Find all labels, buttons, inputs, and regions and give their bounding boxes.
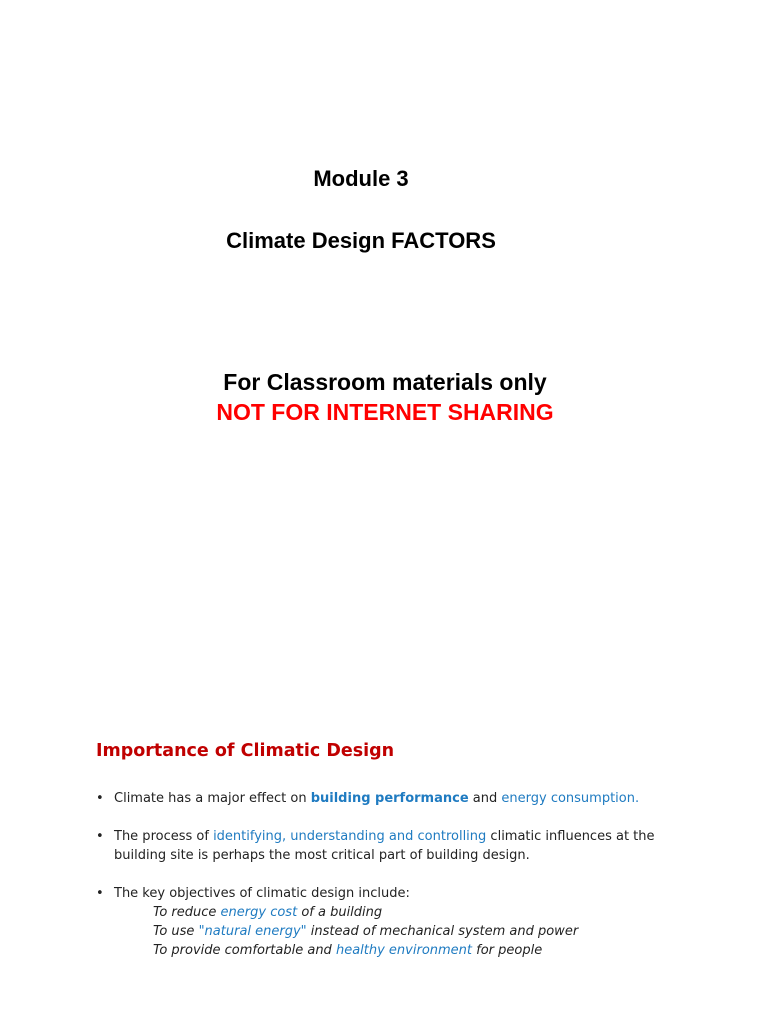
section-heading: Importance of Climatic Design [96,741,395,761]
highlight-energy-consumption: energy consumption. [501,791,640,806]
bullet-item [96,789,696,808]
bullet-text: Climate has a major effect on [114,791,311,806]
bullet-list [96,789,696,979]
module-title: Module 3 [313,166,409,191]
bullet-text: and [468,791,502,806]
topic-title: Climate Design FACTORS [226,228,496,253]
bullet-text: The key objectives of climatic design include: [114,886,410,901]
highlight-process: identifying, understanding and controlling [213,829,487,844]
bullet-text: climatic influences at the building site is perhaps the most critical part of building design. [114,829,655,863]
highlight-building-performance: building performance [310,791,469,806]
bullet-dot: • [96,829,104,844]
bullet-item [96,884,696,960]
objective-line: To use "natural energy" instead of mechanical system and power [153,924,579,939]
sharing-warning: NOT FOR INTERNET SHARING [216,399,554,425]
bullet-dot: • [96,791,104,806]
classroom-notice: For Classroom materials only [223,369,547,395]
objective-line: To provide comfortable and healthy environment for people [153,943,543,958]
bullet-item [96,827,696,865]
objective-line: To reduce energy cost of a building [153,905,383,920]
bullet-dot: • [96,886,104,901]
bullet-text: The process of [114,829,214,844]
